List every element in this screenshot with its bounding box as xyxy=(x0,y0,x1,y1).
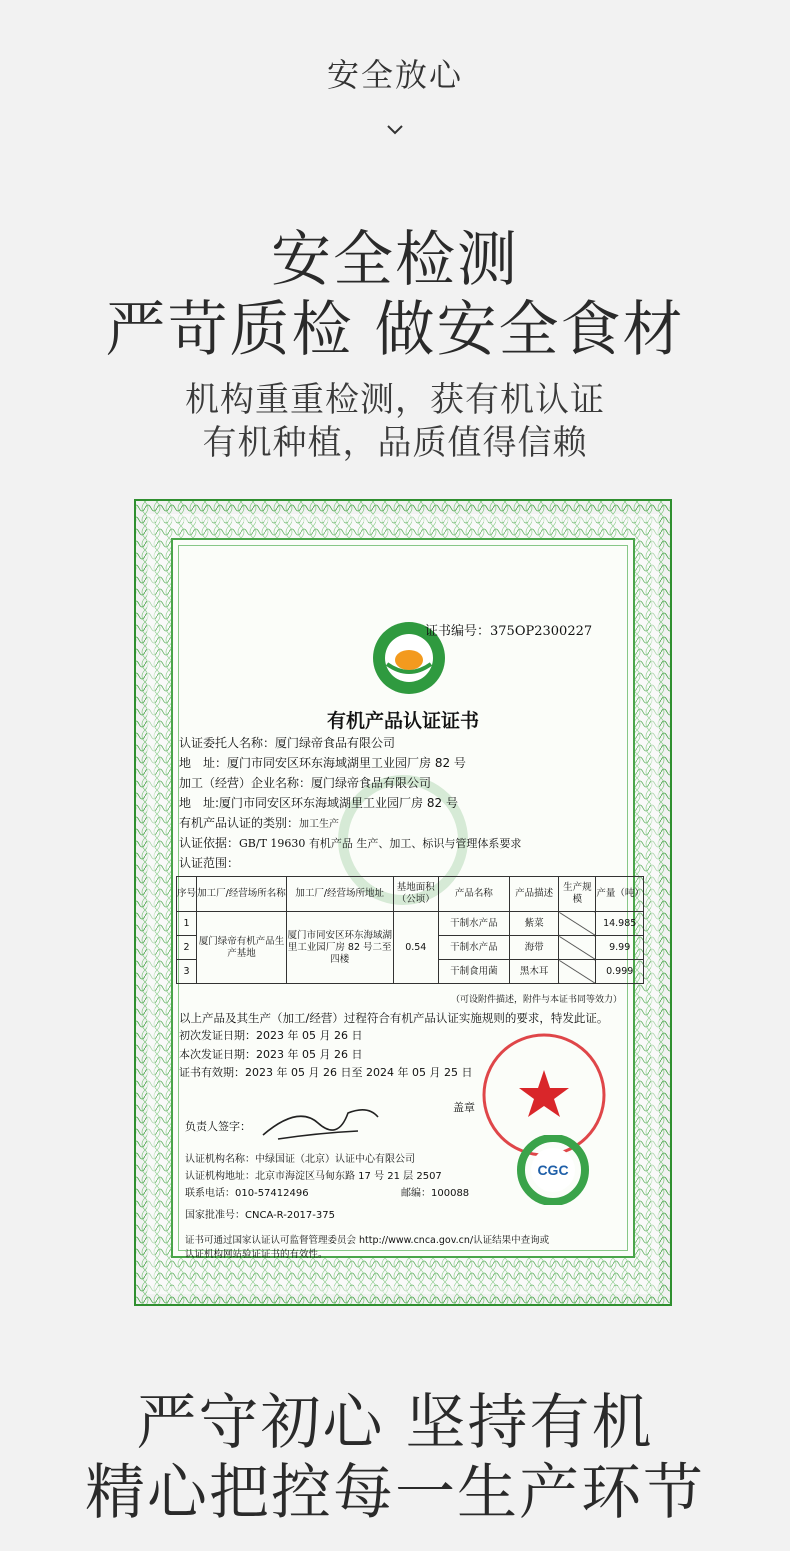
cert-number-label: 证书编号： xyxy=(425,624,491,639)
headline-line-2: 严苛质检 做安全食材 xyxy=(105,295,685,365)
row-desc: 海带 xyxy=(509,936,559,960)
row-no: 3 xyxy=(177,960,197,984)
org-address: 认证机构地址：北京市海淀区马甸东路 17 号 21 层 2507 xyxy=(185,1171,442,1182)
row-desc: 黑木耳 xyxy=(509,960,559,984)
row-product: 干制水产品 xyxy=(438,912,509,936)
footer-line-1: 严守初心 坚持有机 xyxy=(136,1388,654,1458)
organic-certificate xyxy=(133,490,673,1310)
verify-line-2: 认证机构网站验证证书的有效性。 xyxy=(185,1249,328,1260)
scope-table xyxy=(176,876,644,984)
subheadline-line-2: 有机种植，品质值得信赖 xyxy=(202,423,588,463)
certificate-title: 有机产品认证证书 xyxy=(326,710,479,732)
cgc-logo-text: CGC xyxy=(537,1162,569,1178)
client-name: 认证委托人名称：厦门绿帝食品有限公司 xyxy=(179,736,396,750)
section-title: 安全放心 xyxy=(326,56,463,94)
col-no: 序号 xyxy=(177,877,197,912)
row-output: 0.999 xyxy=(596,960,644,984)
scope-label: 认证范围： xyxy=(179,856,240,870)
processor-address: 地 址:厦门市同安区环东海域湖里工业园厂房 82 号 xyxy=(179,796,458,810)
category-value: 加工生产 xyxy=(299,819,340,830)
row-desc: 紫菜 xyxy=(509,912,559,936)
chevron-down-icon xyxy=(385,120,405,140)
col-product: 产品名称 xyxy=(438,877,509,912)
signer-label: 负责人签字： xyxy=(185,1120,251,1133)
col-site-name: 加工厂/经营场所名称 xyxy=(197,877,287,912)
col-output: 产量（吨） xyxy=(596,877,644,912)
cert-number: 375OP2300227 xyxy=(490,624,593,639)
this-issue-date: 本次发证日期：2023 年 05 月 26 日 xyxy=(179,1048,363,1061)
table-row xyxy=(177,912,644,936)
headline-line-1: 安全检测 xyxy=(271,225,519,295)
row-no: 2 xyxy=(177,936,197,960)
client-address: 地 址：厦门市同安区环东海域湖里工业园厂房 82 号 xyxy=(179,756,466,770)
org-phone: 联系电话：010-57412496 xyxy=(185,1188,309,1199)
row-output: 14.985 xyxy=(596,912,644,936)
seal-label: 盖章 xyxy=(453,1101,475,1114)
subheadline-line-1: 机构重重检测，获有机认证 xyxy=(185,380,605,420)
col-scale: 生产规模 xyxy=(559,877,596,912)
site-area: 0.54 xyxy=(393,912,438,984)
row-no: 1 xyxy=(177,912,197,936)
first-issue-date: 初次发证日期：2023 年 05 月 26 日 xyxy=(179,1029,363,1042)
category-label: 有机产品认证的类别： xyxy=(179,816,300,830)
row-scale xyxy=(559,960,596,984)
approval-number: 国家批准号：CNCA-R-2017-375 xyxy=(185,1210,335,1221)
table-header-row xyxy=(177,877,644,912)
validity-period: 证书有效期：2023 年 05 月 26 日至 2024 年 05 月 25 日 xyxy=(179,1066,473,1079)
row-product: 干制食用菌 xyxy=(438,960,509,984)
statement: 以上产品及其生产（加工/经营）过程符合有机产品认证实施规则的要求，特发此证。 xyxy=(179,1011,609,1025)
basis-label: 认证依据： xyxy=(179,836,240,850)
handwritten-signature xyxy=(258,1095,388,1145)
col-desc: 产品描述 xyxy=(509,877,559,912)
verify-line-1: 证书可通过国家认证认可监督管理委员会 http://www.cnca.gov.cn/认证结果中查询或 xyxy=(185,1235,550,1246)
site-name: 厦门绿帝有机产品生产基地 xyxy=(197,912,287,984)
site-address: 厦门市同安区环东海域湖里工业园厂房 82 号二至四楼 xyxy=(286,912,393,984)
col-area: 基地面积（公顷） xyxy=(393,877,438,912)
row-product: 干制水产品 xyxy=(438,936,509,960)
cgc-logo-icon xyxy=(513,1135,593,1205)
basis-value: GB/T 19630 有机产品 生产、加工、标识与管理体系要求 xyxy=(239,837,522,850)
org-name: 认证机构名称：中绿国证（北京）认证中心有限公司 xyxy=(185,1154,415,1165)
org-postcode: 邮编：100088 xyxy=(401,1188,470,1199)
row-scale xyxy=(559,912,596,936)
row-scale xyxy=(559,936,596,960)
table-note: （可设附件描述，附件与本证书同等效力） xyxy=(451,995,623,1005)
col-site-address: 加工厂/经营场所地址 xyxy=(286,877,393,912)
footer-line-2: 精心把控每一生产环节 xyxy=(85,1458,705,1528)
processor-name: 加工（经营）企业名称：厦门绿帝食品有限公司 xyxy=(179,776,432,790)
row-output: 9.99 xyxy=(596,936,644,960)
